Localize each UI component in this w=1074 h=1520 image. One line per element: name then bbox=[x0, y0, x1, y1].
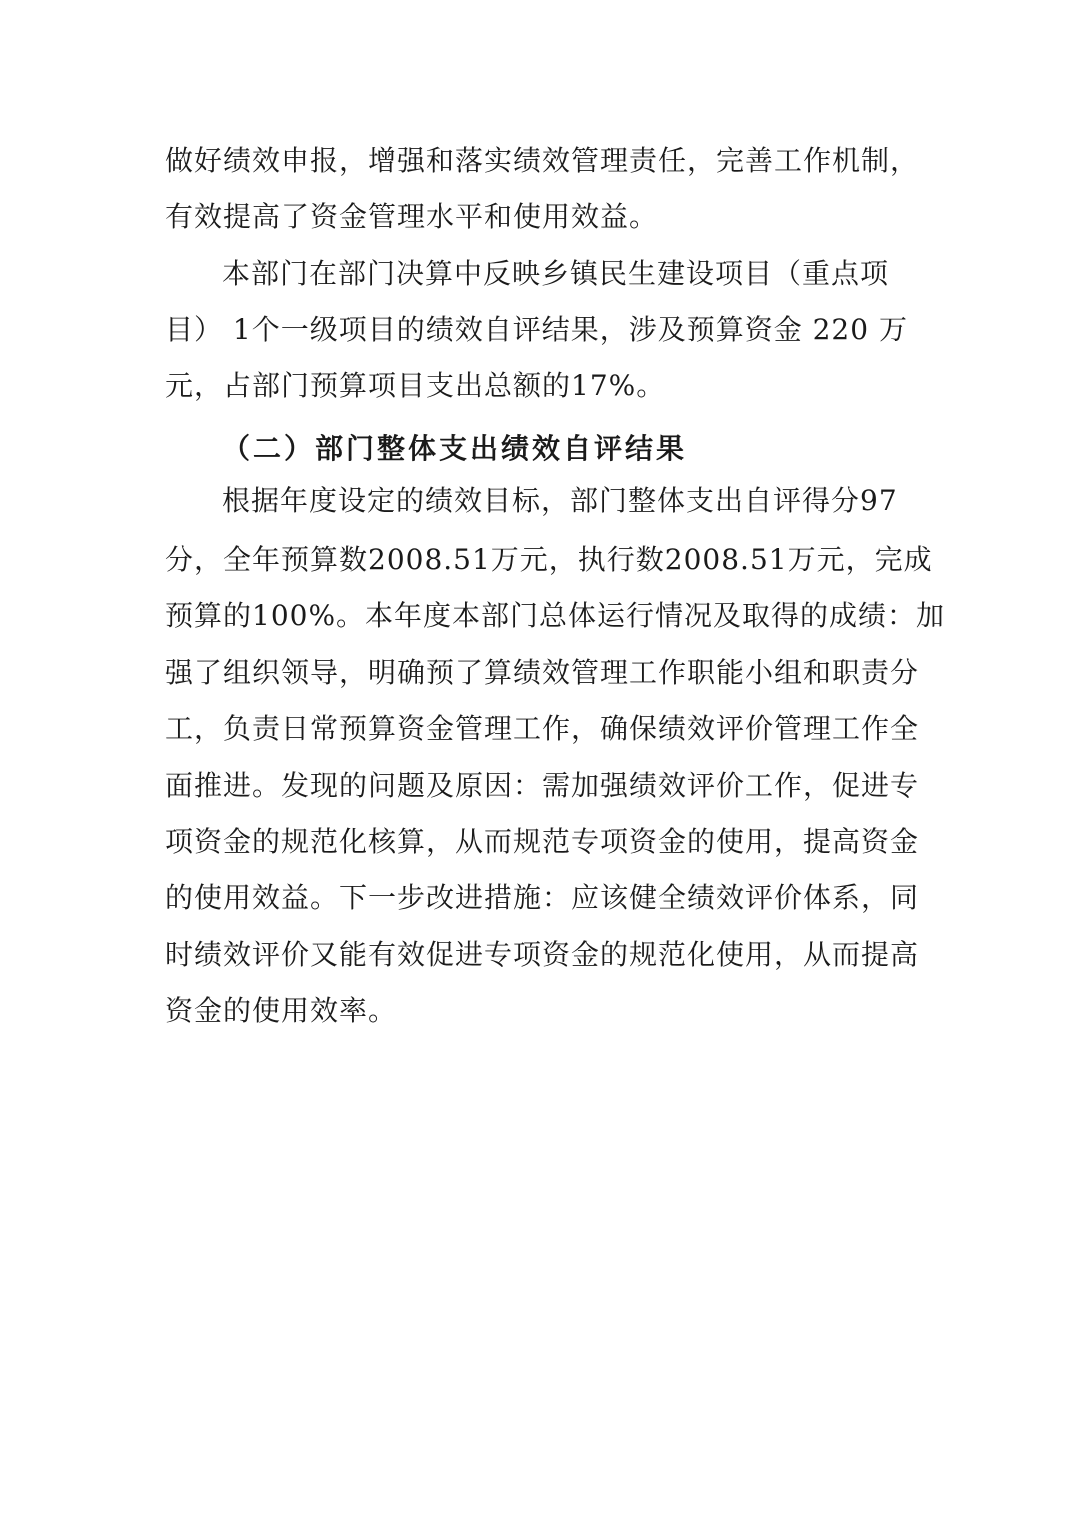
paragraph-1-line-1: 做好绩效申报，增强和落实绩效管理责任，完善工作机制， bbox=[165, 144, 920, 177]
paragraph-3-line-6: 面推进。发现的问题及原因：需加强绩效评价工作，促进专 bbox=[165, 769, 920, 802]
section-heading: （二）部门整体支出绩效自评结果 bbox=[222, 432, 688, 465]
paragraph-2-line-2: 目） 1个一级项目的绩效自评结果，涉及预算资金 220 万 bbox=[165, 313, 908, 346]
paragraph-3-line-5: 工，负责日常预算资金管理工作，确保绩效评价管理工作全 bbox=[165, 712, 920, 745]
paragraph-3-line-8: 的使用效益。下一步改进措施：应该健全绩效评价体系，同 bbox=[165, 881, 920, 914]
paragraph-3-line-9: 时绩效评价又能有效促进专项资金的规范化使用，从而提高 bbox=[165, 938, 920, 971]
paragraph-3-line-10: 资金的使用效率。 bbox=[165, 994, 398, 1027]
paragraph-3-line-7: 项资金的规范化核算，从而规范专项资金的使用，提高资金 bbox=[165, 825, 920, 858]
paragraph-2-line-3: 元，占部门预算项目支出总额的17%。 bbox=[165, 369, 666, 402]
paragraph-2-line-1: 本部门在部门决算中反映乡镇民生建设项目（重点项 bbox=[222, 257, 890, 290]
paragraph-1-line-2: 有效提高了资金管理水平和使用效益。 bbox=[165, 200, 659, 233]
paragraph-3-line-2: 分，全年预算数2008.51万元，执行数2008.51万元，完成 bbox=[165, 543, 933, 576]
paragraph-3-line-3: 预算的100%。本年度本部门总体运行情况及取得的成绩：加 bbox=[165, 599, 946, 632]
paragraph-3-line-1: 根据年度设定的绩效目标，部门整体支出自评得分97 bbox=[222, 484, 898, 517]
paragraph-3-line-4: 强了组织领导，明确预了算绩效管理工作职能小组和职责分 bbox=[165, 656, 920, 689]
